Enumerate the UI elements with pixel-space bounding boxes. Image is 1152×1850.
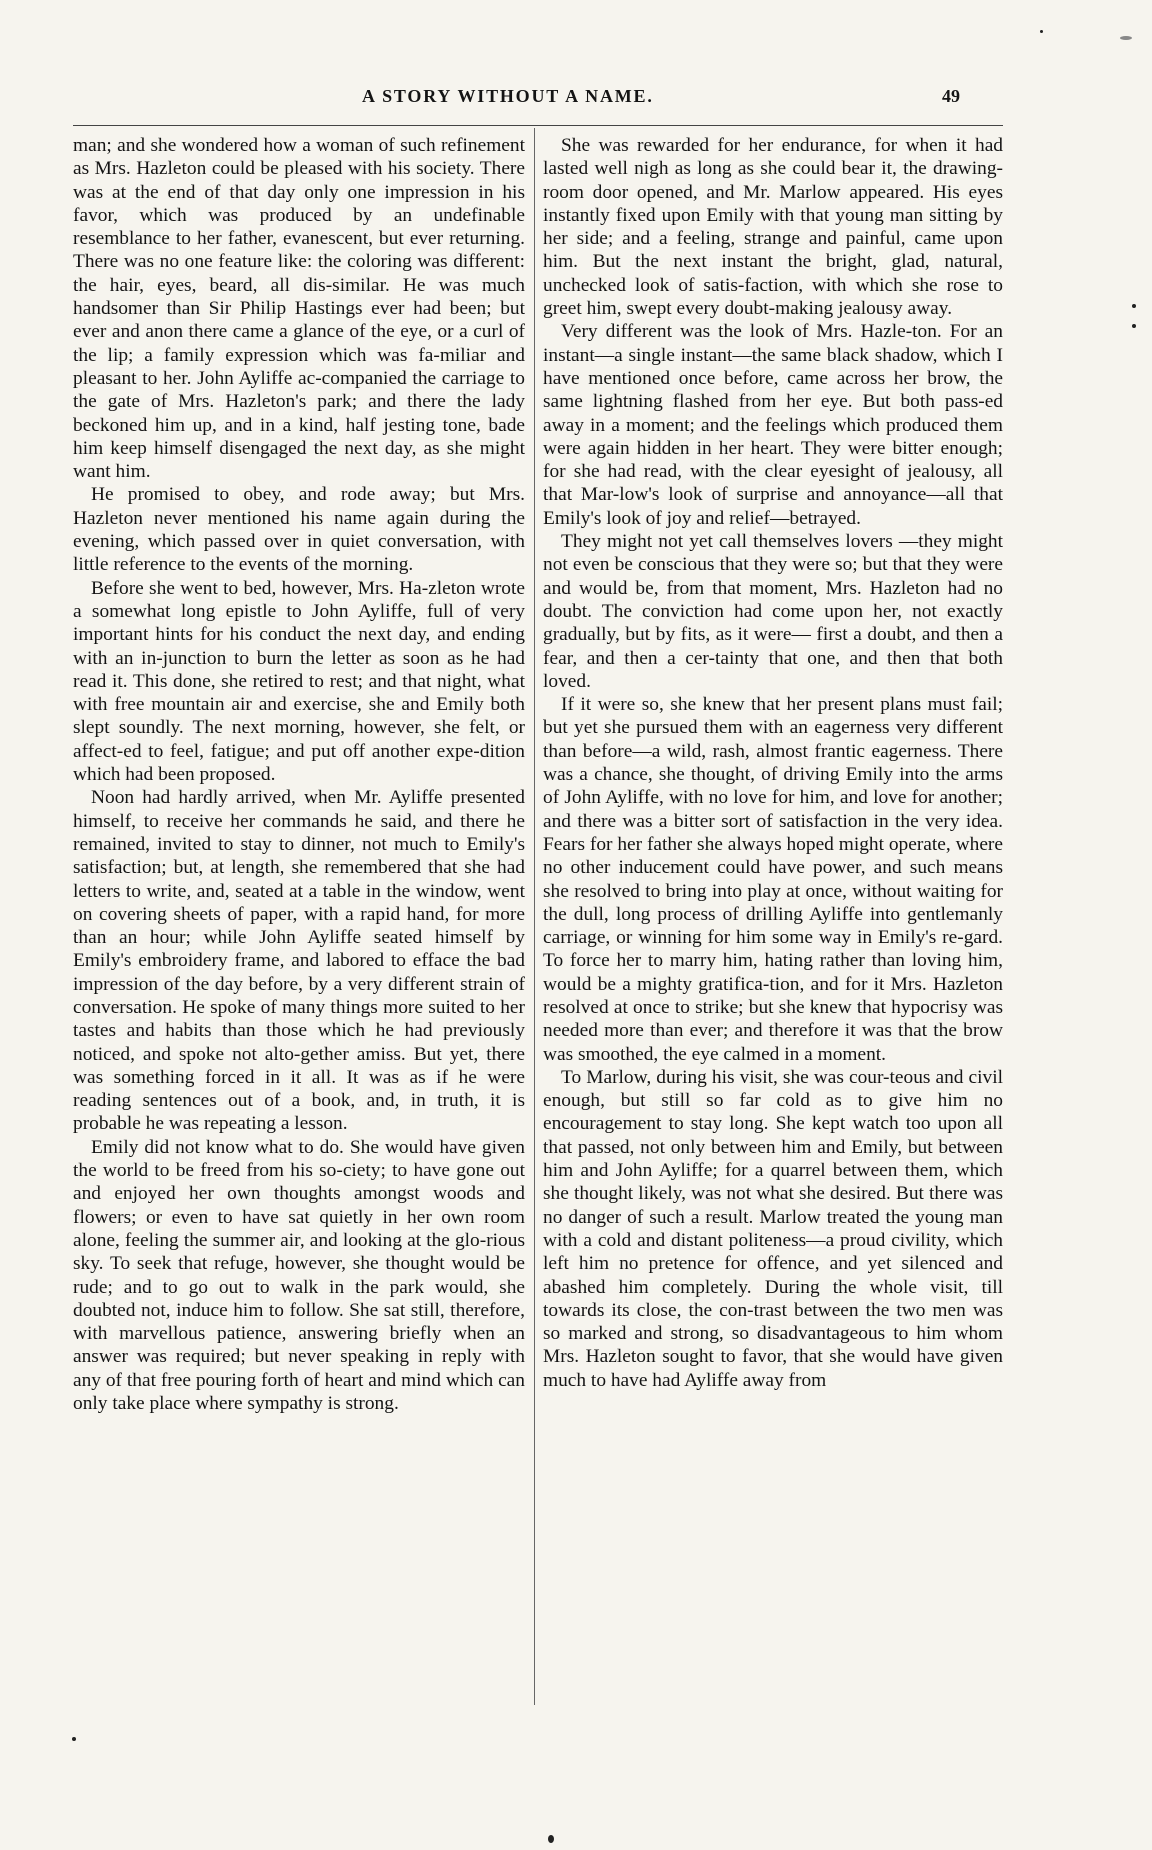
paragraph: If it were so, she knew that her present plans must fail; but yet she pursued them with an eagerness very different than before—a wild, rash, almost frantic eagerness. There was a chance, she thought, of driving Emily into the arms of John Ayliffe, with no love for him, and love for another; and there was a bitter sort of satisfaction in the very idea. Fears for her father she always hoped might operate, where no other inducement could have power, and such means she resolved to bring into play at once, without waiting for the dull, long process of drilling Ayliffe into gentlemanly carriage, or winning for him some way in Emily's re-gard. To force her to marry him, hating rather than loving him, would be a mighty gratifica-tion, and for it Mrs. Hazleton resolved at once to strike; but she knew that hypocrisy was needed more than ever; and therefore it was that the brow was smoothed, the eye calmed in a moment.	[543, 694, 1003, 1065]
paragraph: Before she went to bed, however, Mrs. Ha-zleton wrote a somewhat long epistle to John Ayliffe, full of very important hints for his conduct the next day, and ending with an in-junction to burn the letter as soon as he had read it. This done, she retired to rest; and that night, what with free mountain air and exercise, she and Emily both slept soundly. The next morning, however, she felt, or affect-ed to feel, fatigue; and put off another expe-dition which had been proposed.	[73, 577, 525, 786]
ink-speck	[1132, 324, 1136, 328]
ink-speck	[1120, 36, 1132, 40]
paragraph: He promised to obey, and rode away; but Mrs. Hazleton never mentioned his name again during the evening, which passed over in quiet conversation, with little reference to the events of the morning.	[73, 484, 525, 576]
paragraph: Emily did not know what to do. She would have given the world to be freed from his so-ciety; to have gone out and enjoyed her own thoughts amongst woods and flowers; or even to have sat quietly in her own room alone, feeling the summer air, and looking at the glo-rious sky. To seek that refuge, however, she thought would be rude; and to go out to walk in the park would, she doubted not, induce him to follow. She sat still, therefore, with marvellous patience, answering briefly when an answer was required; but never speaking in reply with any of that free pouring forth of heart and mind which can only take place where sympathy is strong.	[73, 1136, 525, 1415]
paragraph: She was rewarded for her endurance, for when it had lasted well nigh as long as she could bear it, the drawing-room door opened, and Mr. Marlow appeared. His eyes instantly fixed upon Emily with that young man sitting by her side; and a feeling, strange and painful, came upon him. But the next instant the bright, glad, natural, unchecked look of satis-faction, with which she rose to greet him, swept every doubt-making jealousy away.	[543, 135, 1003, 320]
ink-speck	[72, 1737, 76, 1741]
ink-speck	[1040, 30, 1043, 33]
ink-speck	[548, 1835, 554, 1843]
page-number: 49	[942, 86, 960, 106]
paragraph: man; and she wondered how a woman of such refinement as Mrs. Hazleton could be pleased with his society. There was at the end of that day only one impression in his favor, which was produced by an undefinable resemblance to her father, evanescent, but ever returning. There was no one feature like: the coloring was different: the hair, eyes, beard, all dis-similar. He was much handsomer than Sir Philip Hastings ever had been; but ever and anon there came a glance of the eye, or a curl of the lip; a family expression which was fa-miliar and pleasant to her. John Ayliffe ac-companied the carriage to the gate of Mrs. Hazleton's park; and there the lady beckoned him up, and in a kind, half jesting tone, bade him keep himself disengaged the next day, as she might want him.	[73, 135, 525, 483]
running-head	[300, 86, 960, 114]
paragraph: They might not yet call themselves lovers —they might not even be conscious that they were so; but that they were and would be, from that moment, Mrs. Hazleton had no doubt. The conviction had come upon her, not exactly gradually, but by fits, as it were— first a doubt, and then a fear, and then a cer-tainty that one, and then that both loved.	[543, 531, 1003, 692]
column-divider	[534, 128, 535, 1705]
left-column	[73, 134, 525, 1415]
running-title: A STORY WITHOUT A NAME.	[362, 86, 654, 106]
paragraph: Very different was the look of Mrs. Hazle-ton. For an instant—a single instant—the same black shadow, which I have mentioned once before, came across her brow, the same lightning flashed from her eye. But both pass-ed away in a moment; and the feelings which produced them were again hidden in her heart. They were bitter enough; for she had read, with the clear eyesight of jealousy, all that Mar-low's look of surprise and annoyance—all that Emily's look of joy and relief—betrayed.	[543, 321, 1003, 529]
paragraph: Noon had hardly arrived, when Mr. Ayliffe presented himself, to receive her commands he said, and there he remained, invited to stay to dinner, not much to Emily's satisfaction; but, at length, she remembered that she had letters to write, and, seated at a table in the window, went on covering sheets of paper, with a rapid hand, for more than an hour; while John Ayliffe seated himself by Emily's embroidery frame, and labored to efface the bad impression of the day before, by a very different strain of conversation. He spoke of many things more suited to her tastes and habits than those which he had previously noticed, and spoke not alto-gether amiss. But yet, there was something forced in it all. It was as if he were reading sentences out of a book, and, in truth, it is probable he was repeating a lesson.	[73, 787, 525, 1135]
right-column	[543, 134, 1003, 1392]
header-rule	[73, 125, 1003, 126]
paragraph: To Marlow, during his visit, she was cour-teous and civil enough, but still so far cold as to give him no encouragement to stay long. She kept watch too upon all that passed, not only between him and Emily, but between him and John Ayliffe; for a quarrel between them, which she thought likely, was not what she desired. But there was no danger of such a result. Marlow treated the young man with a cold and distant politeness—a proud civility, which left him no pretence for offence, and yet silenced and abashed him completely. During the whole visit, till towards its close, the con-trast between the two men was so marked and strong, so disadvantageous to him whom Mrs. Hazleton sought to favor, that she would have given much to have had Ayliffe away from	[543, 1066, 1003, 1391]
ink-speck	[1132, 304, 1136, 308]
